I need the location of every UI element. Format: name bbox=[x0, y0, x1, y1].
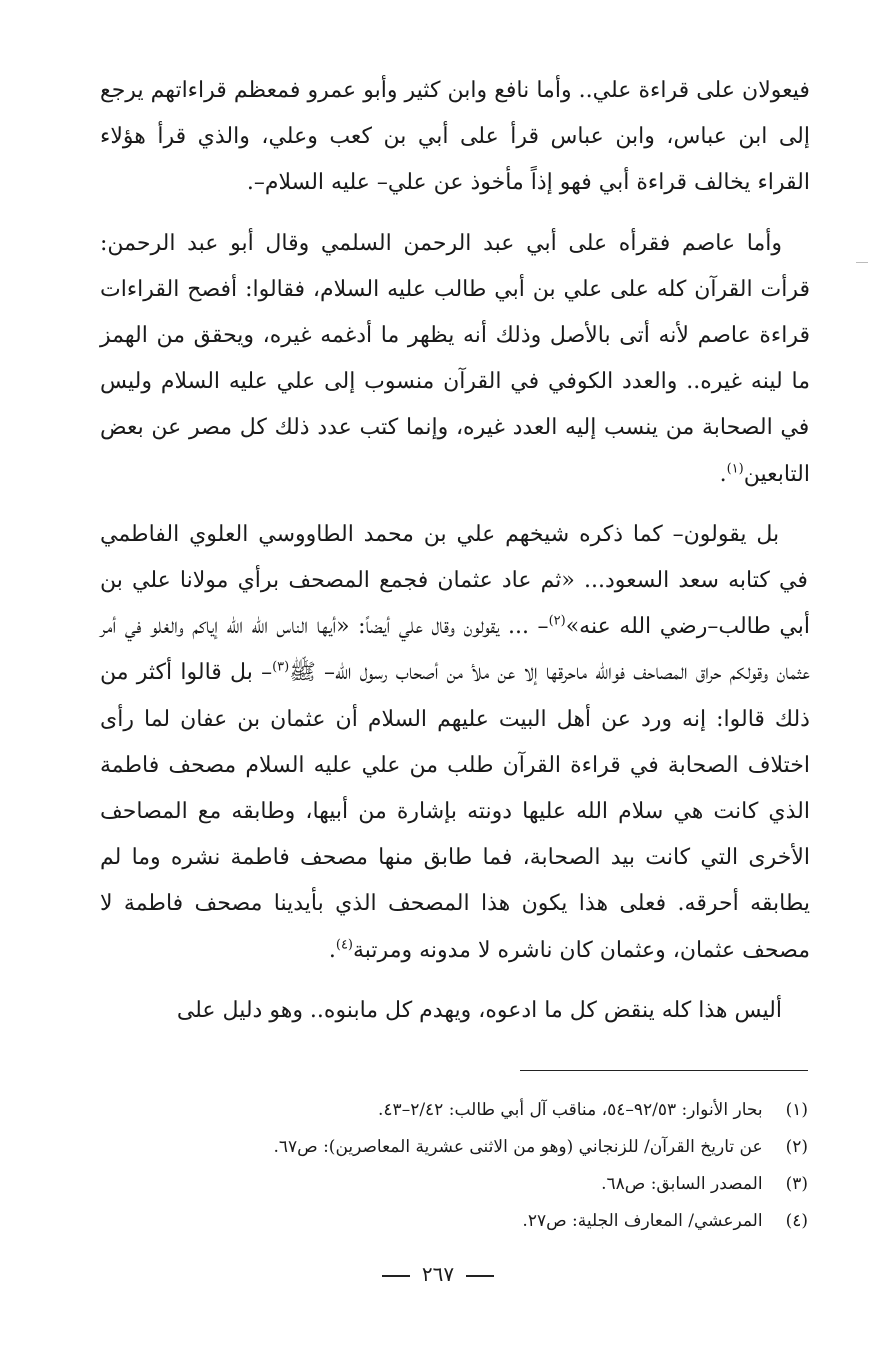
footnote-ref-2[interactable]: (٢) bbox=[548, 613, 566, 629]
text-line: القرآن طلب من علي عليه السلام مصحف فاطمة الذي كانت هي سلام الله عليها bbox=[100, 752, 810, 825]
footnote-number: (٣) bbox=[785, 1174, 808, 1194]
text-line: – ... يقولون وقال علي أيضاً: «أيها الناس الله الله bbox=[217, 614, 549, 640]
text-line: بل يقولون– كما ذكره شيخهم علي بن محمد الطاووسي العلوي الفاطمي bbox=[100, 521, 780, 547]
paragraph-1 bbox=[100, 68, 810, 207]
text-line: وأما عاصم فقرأه على أبي عبد الرحمن السلمي وقال أبو عبد الرحمن: قرأت bbox=[100, 230, 810, 302]
footnote-number: (٤) bbox=[785, 1211, 808, 1231]
page-number-value: ٢٦٧ bbox=[421, 1262, 455, 1286]
paragraph-4 bbox=[100, 988, 810, 1034]
footnote-text: المرعشي/ المعارف الجلية: ص٢٧. bbox=[522, 1211, 763, 1231]
text-line: يخالف قراءة أبي فهو إذاً مأخوذ عن علي– عليه السلام–. bbox=[246, 170, 751, 196]
text-line: أليس هذا كله ينقض كل ما ادعوه، ويهدم كل مابنوه.. وهو دليل على bbox=[176, 997, 782, 1023]
text-line: غيره.. والعدد الكوفي في القرآن منسوب إلى علي عليه السلام وليس في الصحابة bbox=[100, 369, 810, 441]
text-line: دونته بإشارة من أبيها، وطابقه مع المصاحف الأخرى التي كانت بيد الصحابة، bbox=[100, 799, 811, 871]
paragraph-2 bbox=[100, 221, 810, 498]
main-text bbox=[100, 68, 810, 1034]
footnote-3 bbox=[108, 1166, 808, 1203]
paragraph-3 bbox=[100, 512, 810, 974]
text-line: التابعين bbox=[743, 461, 810, 487]
text-line: أهل البيت عليهم السلام أن عثمان بن عفان لما رأى اختلاف الصحابة في قراءة bbox=[100, 706, 811, 778]
text-line: عاصم لأنه أتى بالأصل وذلك أنه يظهر ما أدغمه غيره، ويحقق من الهمز ما لينه bbox=[100, 323, 811, 395]
text-line: فيعولان على قراءة علي.. وأما نافع وابن كثير وأبو عمرو فمعظم قراءاتهم يرجع bbox=[100, 78, 810, 103]
sentence-end: . bbox=[719, 461, 727, 487]
dash-divider bbox=[466, 1275, 494, 1277]
footnote-text: المصدر السابق: ص٦٨. bbox=[601, 1174, 763, 1194]
text-line: في كتابه سعد السعود... «ثم عاد عثمان فجمع المصحف برأي مولانا علي بن bbox=[100, 568, 808, 594]
text-line: إلى ابن عباس، وابن عباس قرأ على أبي بن كعب وعلي، والذي قرأ هؤلاء القراء bbox=[100, 124, 810, 196]
footnote-text: عن تاريخ القرآن/ للزنجاني (وهو من الاثنى عشرية المعاصرين): ص٦٧. bbox=[273, 1137, 763, 1157]
sentence-end: . bbox=[328, 937, 336, 963]
footnote-text: بحار الأنوار: ٩٢/٥٣–٥٤، مناقب آل أبي طالب: ٢/٤٢–٤٣. bbox=[378, 1100, 763, 1120]
text-line: فما طابق منها مصحف فاطمة نشره وما لم يطابقه أحرقه. فعلى هذا يكون هذا bbox=[100, 845, 810, 917]
footnotes bbox=[108, 1092, 808, 1240]
footnote-number: (٢) bbox=[785, 1137, 808, 1157]
text-line: من أصحاب رسول الله– ﷺ bbox=[289, 660, 464, 686]
text-line: القرآن كله على علي بن أبي طالب عليه السلام، فقالوا: أفصح القراءات قراءة bbox=[100, 276, 811, 349]
text-line: المصحف الذي بأيدينا مصحف فاطمة لا مصحف عثمان، وعثمان كان ناشره لا bbox=[100, 891, 810, 963]
page-number bbox=[0, 1262, 876, 1286]
footnote-ref-4[interactable]: (٤) bbox=[335, 937, 353, 953]
footnote-ref-1[interactable]: (١) bbox=[726, 461, 744, 477]
text-line: من ينسب إليه العدد غيره، وإنما كتب عدد ذلك كل مصر عن بعض bbox=[100, 415, 695, 441]
footnote-number: (١) bbox=[785, 1100, 808, 1120]
text-line: إياكم والغلو في أمر عثمان وقولكم حراق المصاحف فوالله ماحرقها إلا عن ملأ bbox=[100, 614, 810, 686]
text-line: مدونه ومرتبة bbox=[353, 937, 471, 963]
dash-divider bbox=[382, 1275, 410, 1277]
text-line: أبي طالب–رضي الله عنه» bbox=[565, 614, 810, 640]
margin-mark bbox=[856, 262, 868, 263]
footnote-1 bbox=[108, 1092, 808, 1129]
footnote-2 bbox=[108, 1129, 808, 1166]
footnote-separator bbox=[520, 1070, 808, 1071]
footnote-ref-3[interactable]: (٣) bbox=[272, 660, 290, 676]
text-line: – بل قالوا أكثر من ذلك قالوا: إنه ورد عن bbox=[100, 660, 810, 732]
footnote-4 bbox=[108, 1203, 808, 1240]
